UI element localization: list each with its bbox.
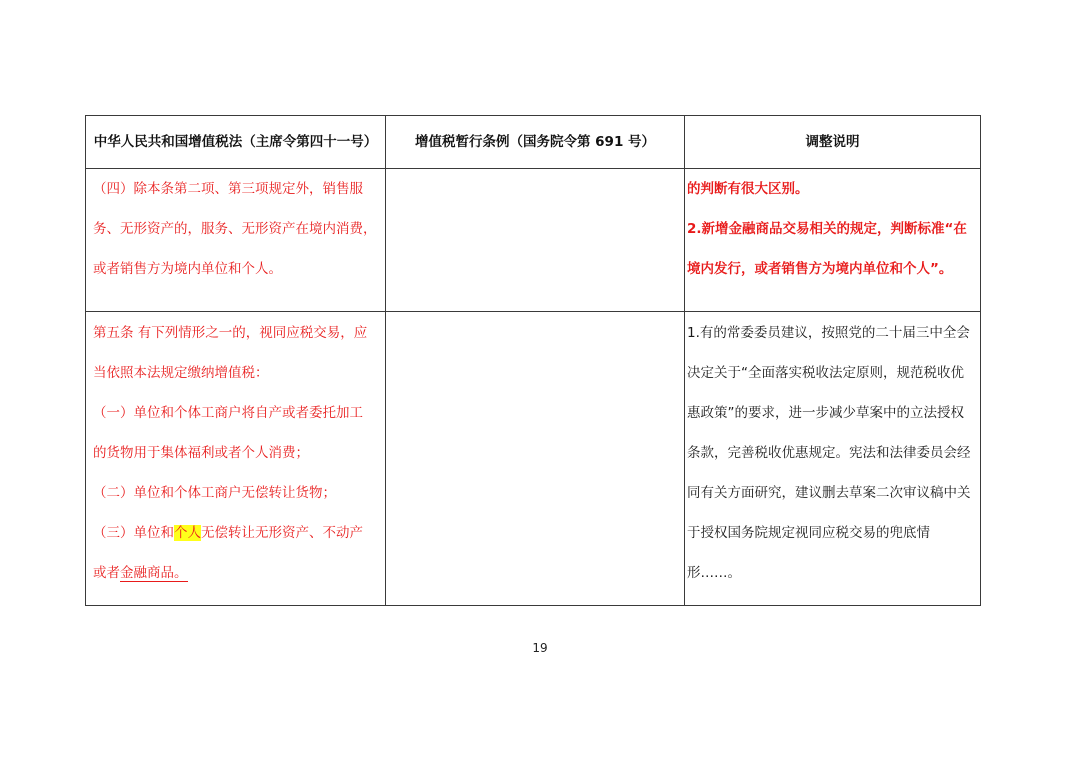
cell-regulation-text [386, 312, 685, 606]
table-row [86, 169, 981, 312]
text-line: 务、无形资产的，服务、无形资产在境内消费， [93, 221, 377, 237]
text-line: 第五条 有下列情形之一的，视同应税交易，应 [93, 325, 368, 341]
cell-adjustment-text [685, 169, 981, 312]
text-line: 当依照本法规定缴纳增值税： [93, 365, 269, 381]
text-line: 或者销售方为境内单位和个人。 [93, 261, 282, 277]
text-line: 同有关方面研究，建议删去草案二次审议稿中关 [687, 485, 971, 501]
text-line: 决定关于“全面落实税收法定原则，规范税收优 [687, 365, 964, 381]
table-header-row [86, 116, 981, 169]
text-line: 1.有的常委委员建议，按照党的二十届三中全会 [687, 325, 970, 341]
header-adjustment-notes: 调整说明 [685, 116, 981, 169]
text-line: 境内发行，或者销售方为境内单位和个人”。 [687, 261, 953, 277]
text-line [93, 513, 381, 553]
text-line: （二）单位和个体工商户无偿转让货物； [93, 485, 336, 501]
text-line: 的判断有很大区别。 [687, 181, 809, 197]
text-line: 条款，完善税收优惠规定。宪法和法律委员会经 [687, 445, 971, 461]
text-line: 惠政策”的要求，进一步减少草案中的立法授权 [687, 405, 964, 421]
cell-adjustment-text [685, 312, 981, 606]
comparison-table [85, 115, 981, 606]
cell-law-text [86, 169, 386, 312]
highlighted-text: 个人 [174, 525, 201, 541]
header-vat-law: 中华人民共和国增值税法（主席令第四十一号） [86, 116, 386, 169]
page-number: 19 [532, 641, 548, 655]
text-line: 2.新增金融商品交易相关的规定，判断标准“在 [687, 221, 967, 237]
text-line: （四）除本条第二项、第三项规定外，销售服 [93, 181, 363, 197]
header-vat-interim-regulations: 增值税暂行条例（国务院令第 691 号） [386, 116, 685, 169]
cell-regulation-text [386, 169, 685, 312]
text-line: （一）单位和个体工商户将自产或者委托加工 [93, 405, 363, 421]
text-line: 的货物用于集体福利或者个人消费； [93, 445, 309, 461]
text-line: 于授权国务院规定视同应税交易的兜底情 [687, 525, 930, 541]
text-line [93, 553, 381, 593]
text-segment: （三）单位和 [93, 525, 174, 541]
text-line: 形……。 [687, 565, 741, 581]
cell-law-text [86, 312, 386, 606]
table-row [86, 312, 981, 606]
text-segment: 或者 [93, 565, 120, 581]
underlined-text: 金融商品。 [120, 565, 188, 581]
text-segment: 无偿转让无形资产、不动产 [201, 525, 363, 541]
